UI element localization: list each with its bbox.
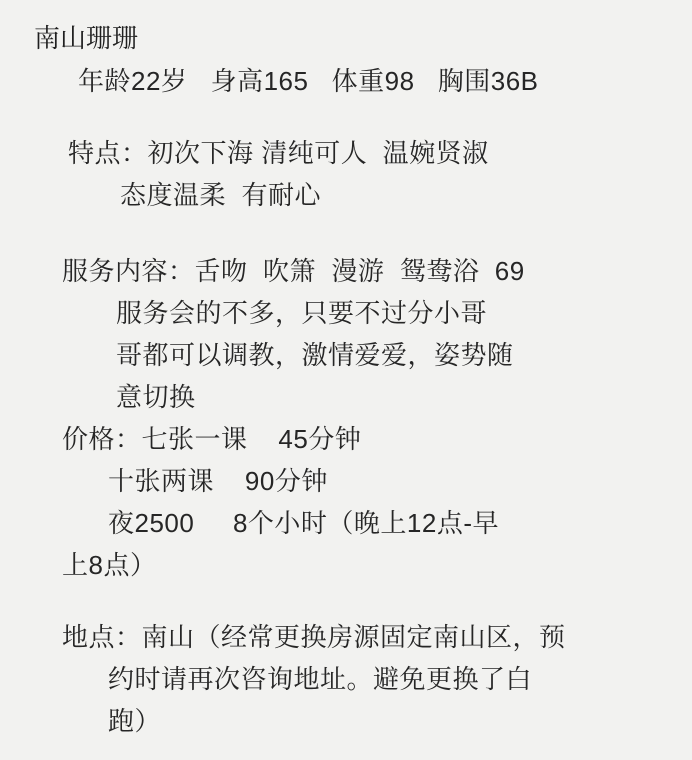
services-line-1: 服务内容：舌吻 吹箫 漫游 鸳鸯浴 69 [62, 256, 525, 286]
features-continuation-line: 态度温柔 有耐心 [120, 180, 321, 210]
location-line-2: 约时请再次咨询地址。避免更换了白 [108, 664, 533, 694]
spacer-after-features [20, 216, 672, 250]
price-line-3: 夜2500 8个小时（晚上12点-早 [108, 508, 499, 538]
location-line-3: 跑） [108, 706, 162, 736]
features-label-line: 特点：初次下海 清纯可人 温婉贤淑 [68, 138, 489, 168]
stats-line: 年龄22岁 身高165 体重98 胸围36B [78, 66, 539, 96]
page-title: 南山珊珊 [34, 23, 139, 53]
price-line-2: 十张两课 90分钟 [108, 466, 328, 496]
spacer-after-price [20, 586, 672, 616]
services-line-3: 哥都可以调教，激情爱爱，姿势随 [116, 340, 514, 370]
price-line-1: 价格：七张一课 45分钟 [62, 424, 362, 454]
services-line-4: 意切换 [116, 382, 196, 412]
spacer-after-stats [20, 102, 672, 132]
services-line-2: 服务会的不多，只要不过分小哥 [116, 298, 488, 328]
location-line-1: 地点：南山（经常更换房源固定南山区，预 [62, 622, 566, 652]
price-line-4: 上8点） [62, 550, 157, 580]
